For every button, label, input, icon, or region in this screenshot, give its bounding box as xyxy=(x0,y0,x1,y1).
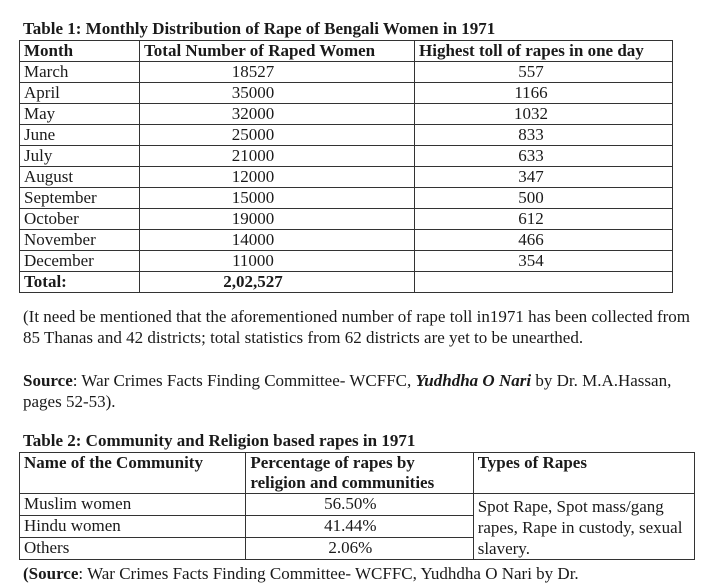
month-cell: June xyxy=(20,125,140,146)
total-row xyxy=(20,272,673,293)
source2-label: (Source xyxy=(23,564,79,583)
community-cell: Others xyxy=(20,538,246,560)
highest-toll-cell: 466 xyxy=(415,230,673,251)
highest-toll-cell: 500 xyxy=(415,188,673,209)
total-value: 2,02,527 xyxy=(140,272,415,293)
highest-toll-cell: 354 xyxy=(415,251,673,272)
table1-body xyxy=(20,62,673,293)
source-text: : War Crimes Facts Finding Committee- WCFFC, xyxy=(72,371,416,390)
col-header-types: Types of Rapes xyxy=(473,453,694,494)
note-paragraph: (It need be mentioned that the aforementioned number of rape toll in1971 has been collected from 85 Thanas and 42 districts; total statistics from 62 districts are yet to be unearthed. xyxy=(23,307,691,347)
month-cell: July xyxy=(20,146,140,167)
source-paragraph xyxy=(23,370,693,412)
table-header-row xyxy=(20,41,673,62)
col-header-highest: Highest toll of rapes in one day xyxy=(415,41,673,62)
community-rapes-table xyxy=(19,452,695,560)
monthly-distribution-table xyxy=(19,40,673,293)
table2-caption: Table 2: Community and Religion based rapes in 1971 xyxy=(23,431,416,450)
source2-paragraph xyxy=(23,563,579,584)
source2-text: : War Crimes Facts Finding Committee- WCFFC, Yudhdha O Nari by Dr. xyxy=(78,564,579,583)
highest-toll-cell: 612 xyxy=(415,209,673,230)
col-header-percentage: Percentage of rapes by religion and communities xyxy=(246,453,473,494)
table-header-row xyxy=(20,453,695,494)
total-cell: 15000 xyxy=(140,188,415,209)
col-header-month: Month xyxy=(20,41,140,62)
total-cell: 32000 xyxy=(140,104,415,125)
month-cell: September xyxy=(20,188,140,209)
month-cell: March xyxy=(20,62,140,83)
total-cell: 25000 xyxy=(140,125,415,146)
book-title: Yudhdha O Nari xyxy=(415,371,532,390)
highest-toll-cell: 633 xyxy=(415,146,673,167)
month-cell: April xyxy=(20,83,140,104)
total-label: Total: xyxy=(20,272,140,293)
table-row xyxy=(20,146,673,167)
month-cell: October xyxy=(20,209,140,230)
month-cell: November xyxy=(20,230,140,251)
total-cell: 12000 xyxy=(140,167,415,188)
percentage-cell: 56.50% xyxy=(246,494,473,516)
table-row xyxy=(20,209,673,230)
table-row xyxy=(20,125,673,146)
month-cell: December xyxy=(20,251,140,272)
highest-toll-cell: 347 xyxy=(415,167,673,188)
month-cell: August xyxy=(20,167,140,188)
percentage-cell: 41.44% xyxy=(246,516,473,538)
table-row xyxy=(20,62,673,83)
highest-toll-cell: 833 xyxy=(415,125,673,146)
total-cell: 35000 xyxy=(140,83,415,104)
col-header-total: Total Number of Raped Women xyxy=(140,41,415,62)
highest-toll-cell: 557 xyxy=(415,62,673,83)
percentage-cell: 2.06% xyxy=(246,538,473,560)
community-cell: Hindu women xyxy=(20,516,246,538)
table-row xyxy=(20,83,673,104)
types-of-rapes-cell: Spot Rape, Spot mass/gang rapes, Rape in custody, sexual slavery. xyxy=(473,494,694,560)
highest-toll-cell: 1032 xyxy=(415,104,673,125)
source-label: Source xyxy=(23,371,73,390)
total-cell: 19000 xyxy=(140,209,415,230)
table-row xyxy=(20,188,673,209)
month-cell: May xyxy=(20,104,140,125)
source-text-end: by Dr. M.A.Hassan, pages 52-53). xyxy=(23,371,672,411)
table-row xyxy=(20,104,673,125)
table-row xyxy=(20,251,673,272)
table-row xyxy=(20,167,673,188)
total-cell: 21000 xyxy=(140,146,415,167)
community-cell: Muslim women xyxy=(20,494,246,516)
col-header-community: Name of the Community xyxy=(20,453,246,494)
total-empty-cell xyxy=(415,272,673,293)
total-cell: 18527 xyxy=(140,62,415,83)
total-cell: 11000 xyxy=(140,251,415,272)
table1-caption: Table 1: Monthly Distribution of Rape of Bengali Women in 1971 xyxy=(23,19,496,38)
highest-toll-cell: 1166 xyxy=(415,83,673,104)
table-row xyxy=(20,494,695,516)
table-row xyxy=(20,230,673,251)
total-cell: 14000 xyxy=(140,230,415,251)
